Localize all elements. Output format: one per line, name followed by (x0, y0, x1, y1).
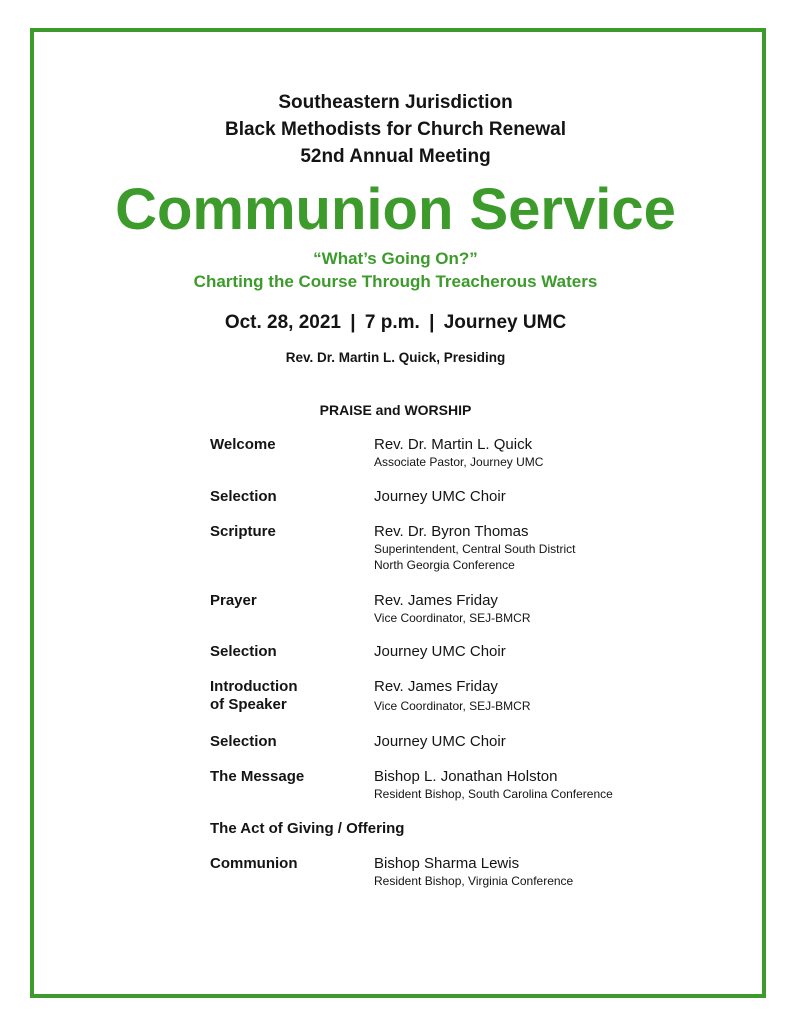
presenter-title: Vice Coordinator, SEJ-BMCR (374, 611, 531, 625)
presenter-title: Associate Pastor, Journey UMC (374, 455, 544, 469)
program-role: The Act of Giving / Offering (210, 820, 405, 837)
program-presenter (374, 488, 506, 506)
theme-subtitle: Charting the Course Through Treacherous Waters (193, 272, 598, 291)
presenter-title: Vice Coordinator, SEJ-BMCR (374, 699, 531, 713)
presenter-name: Rev. Dr. Byron Thomas (374, 523, 529, 540)
presenter-name: Bishop L. Jonathan Holston (374, 768, 558, 785)
event-venue: Journey UMC (443, 312, 567, 333)
program-presenter (374, 733, 506, 751)
theme-quote: “What’s Going On?” (313, 249, 478, 268)
program-role: Communion (210, 855, 298, 872)
role-line: Introduction (210, 678, 298, 695)
presiding-line: Rev. Dr. Martin L. Quick, Presiding (285, 350, 506, 365)
presenter-name: Bishop Sharma Lewis (374, 855, 520, 872)
program-role: Selection (210, 643, 277, 660)
program-role: Selection (210, 733, 277, 750)
presenter-title: Resident Bishop, South Carolina Conference (374, 787, 613, 801)
program-role: Scripture (210, 523, 276, 540)
header-jurisdiction: Southeastern Jurisdiction (278, 92, 513, 113)
header-meeting: 52nd Annual Meeting (300, 146, 491, 167)
program-role: Welcome (210, 436, 276, 453)
program-presenter (374, 768, 613, 802)
program-role (210, 678, 297, 714)
header-organization: Black Methodists for Church Renewal (224, 119, 566, 140)
separator: | (350, 312, 356, 333)
presenter-name: Rev. James Friday (374, 678, 498, 695)
program-role: The Message (210, 768, 305, 785)
event-info (0, 310, 791, 336)
event-date: Oct. 28, 2021 (224, 312, 342, 333)
program-presenter (374, 643, 506, 661)
role-line: of Speaker (210, 696, 287, 713)
program-presenter (374, 436, 543, 470)
event-time: 7 p.m. (364, 312, 420, 333)
separator: | (429, 312, 435, 333)
program-presenter (374, 523, 575, 573)
presenter-name: Journey UMC Choir (374, 488, 506, 505)
program-presenter (374, 855, 573, 889)
presenter-title: North Georgia Conference (374, 558, 515, 572)
program-role: Prayer (210, 592, 257, 609)
presenter-title: Superintendent, Central South District (374, 542, 576, 556)
presenter-name: Rev. Dr. Martin L. Quick (374, 436, 533, 453)
presenter-title: Resident Bishop, Virginia Conference (374, 874, 574, 888)
presenter-name: Journey UMC Choir (374, 643, 506, 660)
program-role: Selection (210, 488, 277, 505)
program-presenter (374, 592, 531, 626)
section-title: PRAISE and WORSHIP (319, 402, 472, 418)
presenter-name: Journey UMC Choir (374, 733, 506, 750)
program-presenter (374, 678, 531, 714)
presenter-name: Rev. James Friday (374, 592, 498, 609)
page-border (30, 28, 766, 998)
page-title: Communion Service (115, 177, 676, 242)
